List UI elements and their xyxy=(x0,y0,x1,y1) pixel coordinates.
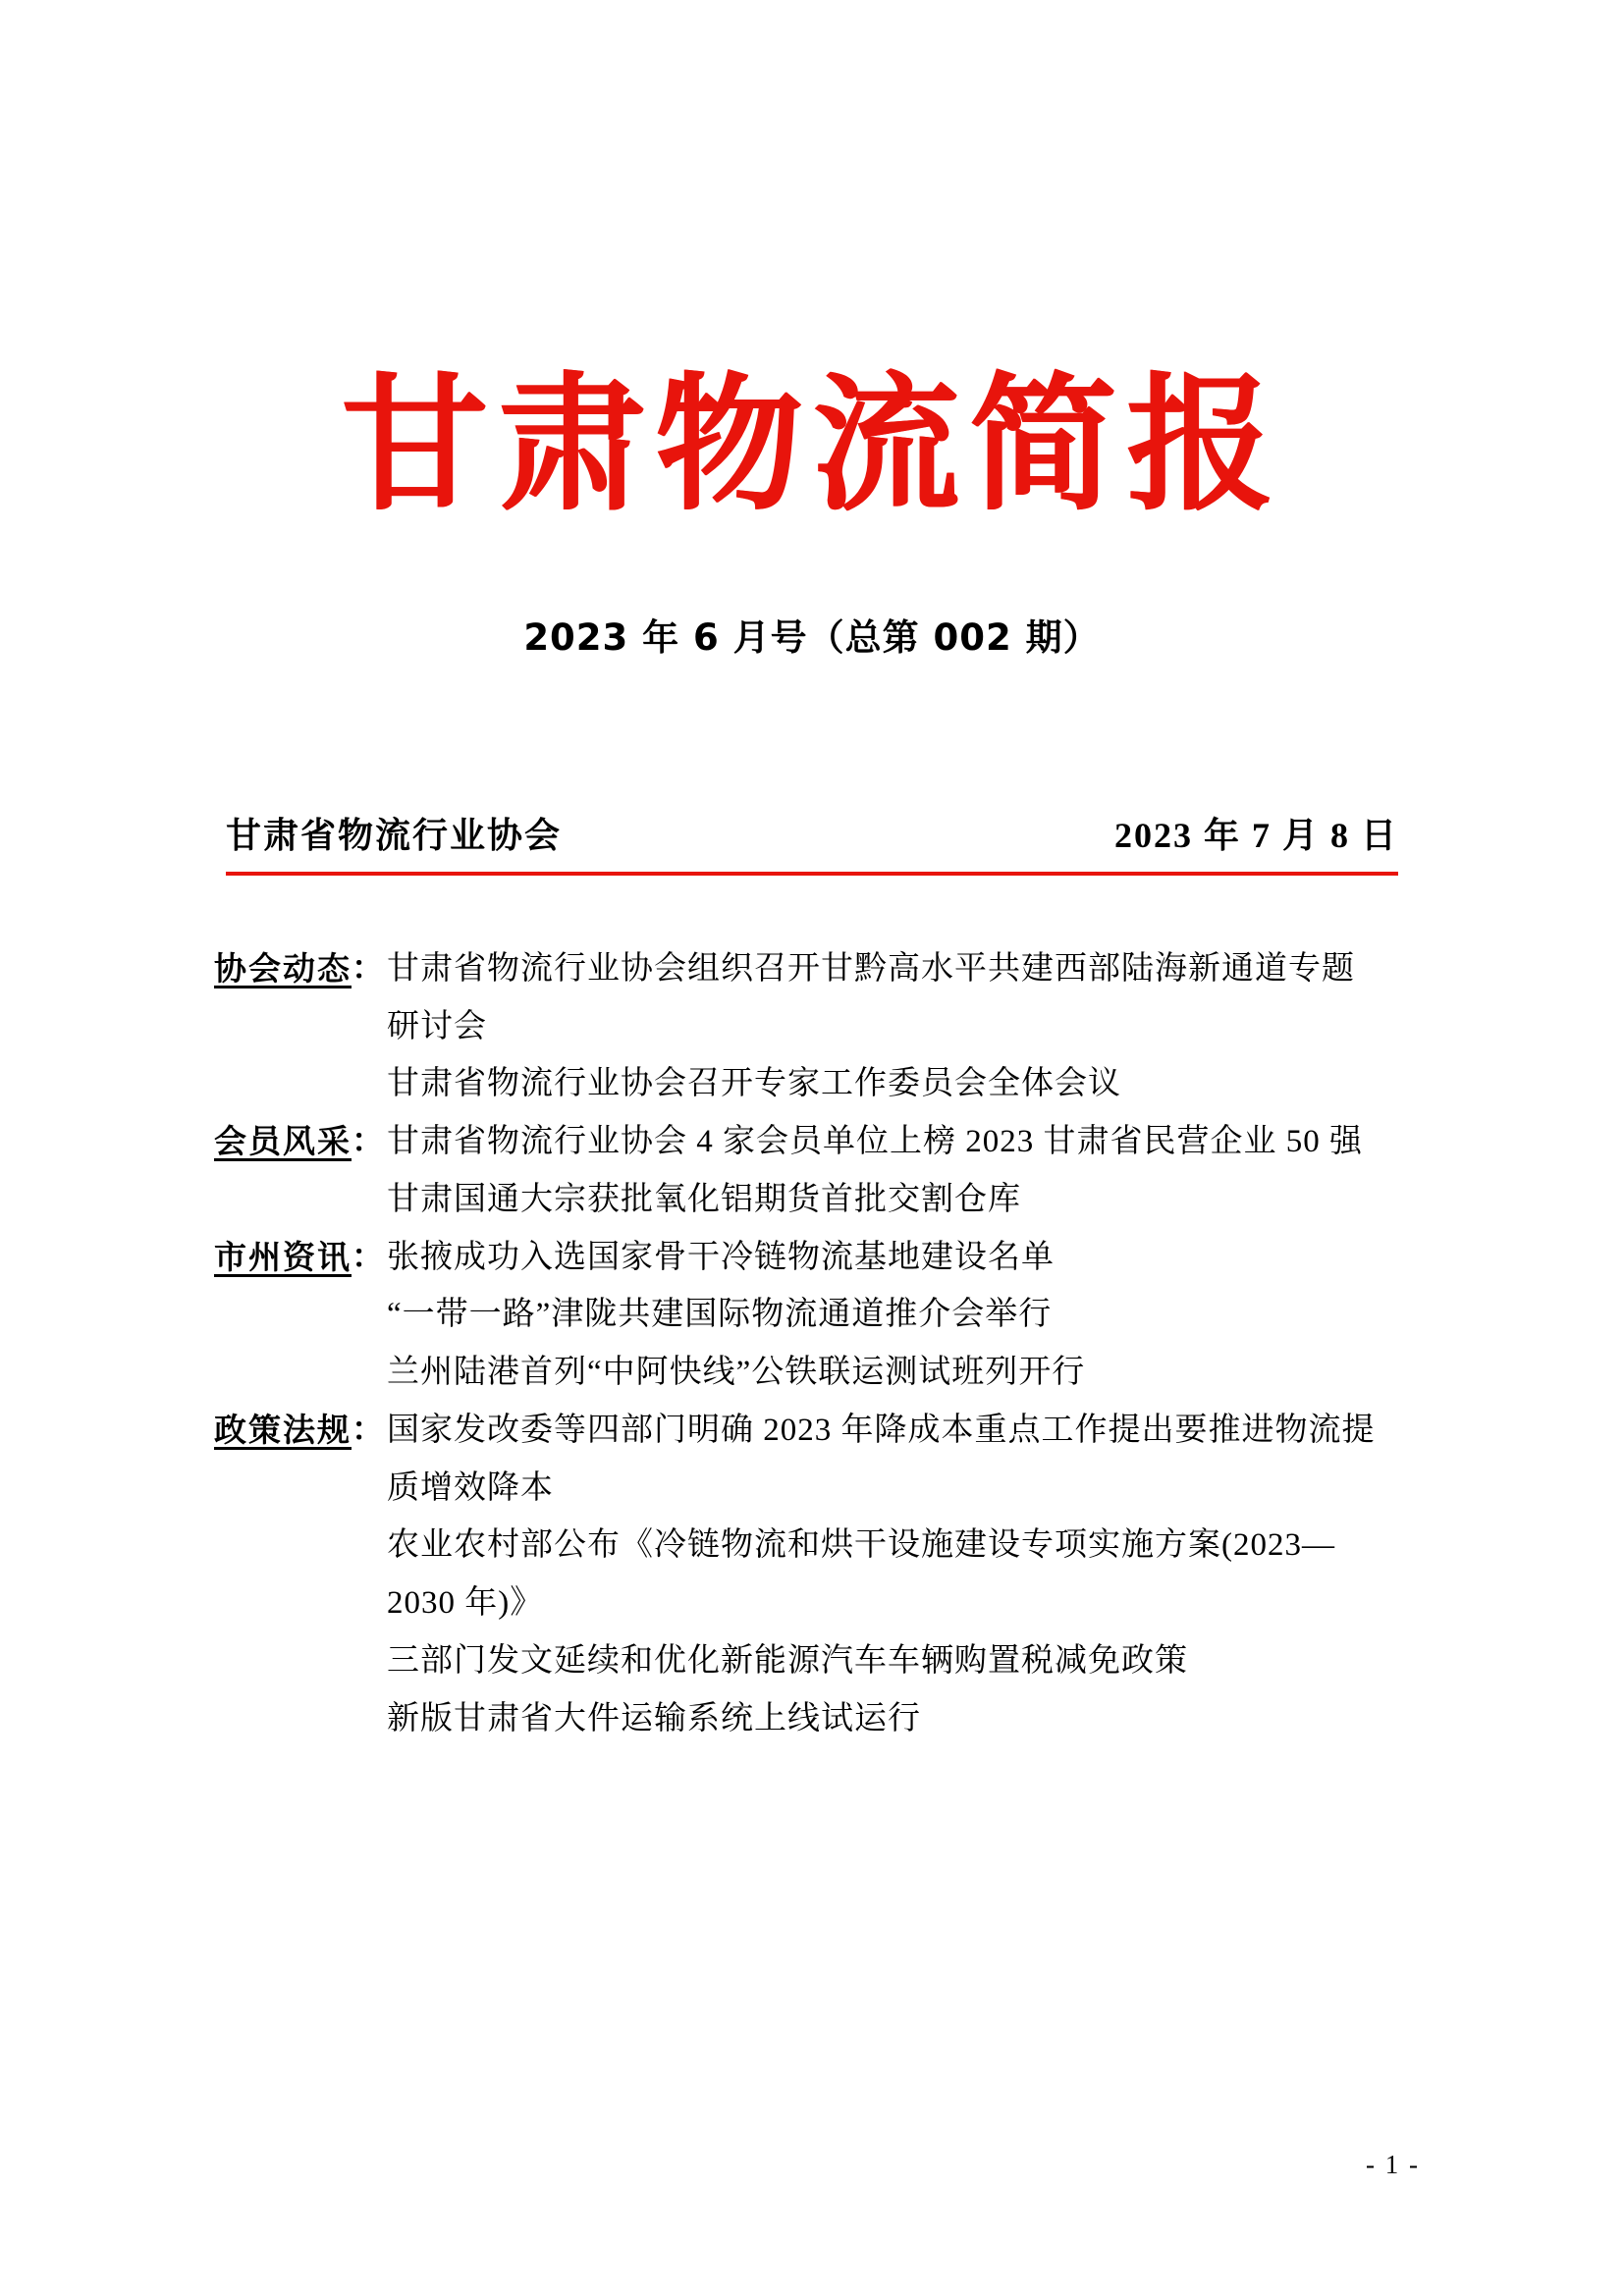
toc-entry-list xyxy=(385,1402,1379,1747)
publication-date: 2023 年 7 月 8 日 xyxy=(1113,816,1398,855)
toc-section-label: 政策法规 xyxy=(214,1410,352,1449)
page-number: - 1 - xyxy=(1366,2150,1420,2179)
list-item: 兰州陆港首列“中阿快线”公铁联运测试班列开行 xyxy=(387,1355,1086,1391)
toc-section-colon: ： xyxy=(352,1124,385,1160)
toc-entry-list xyxy=(385,1229,1379,1402)
list-item: 甘肃省物流行业协会组织召开甘黔高水平共建西部陆海新通道专题研讨会 xyxy=(387,951,1355,1044)
toc-section-label: 市州资讯 xyxy=(214,1237,352,1276)
toc-section-label: 协会动态 xyxy=(214,949,352,988)
toc-section-colon: ： xyxy=(352,1239,385,1275)
header-row xyxy=(226,808,1398,858)
organization-name: 甘肃省物流行业协会 xyxy=(226,815,563,856)
toc-section xyxy=(214,1113,1379,1228)
header-divider xyxy=(226,872,1398,876)
list-item: 张掖成功入选国家骨干冷链物流基地建设名单 xyxy=(387,1239,1055,1275)
list-item: “一带一路”津陇共建国际物流通道推介会举行 xyxy=(387,1297,1053,1333)
toc-section-colon: ： xyxy=(352,951,385,987)
list-item: 甘肃省物流行业协会召开专家工作委员会全体会议 xyxy=(387,1066,1121,1102)
toc-section xyxy=(214,940,1379,1113)
toc-section-colon: ： xyxy=(352,1412,385,1448)
list-item: 国家发改委等四部门明确 2023 年降成本重点工作提出要推进物流提质增效降本 xyxy=(387,1412,1376,1506)
toc-section-label: 会员风采 xyxy=(214,1122,352,1161)
list-item: 农业农村部公布《冷链物流和烘干设施建设专项实施方案(2023—2030 年)》 xyxy=(387,1527,1335,1622)
toc-entry-list xyxy=(385,1113,1379,1228)
table-of-contents xyxy=(214,940,1379,1747)
list-item: 甘肃省物流行业协会 4 家会员单位上榜 2023 甘肃省民营企业 50 强 xyxy=(387,1124,1363,1160)
list-item: 三部门发文延续和优化新能源汽车车辆购置税减免政策 xyxy=(387,1642,1188,1679)
list-item: 甘肃国通大宗获批氧化铝期货首批交割仓库 xyxy=(387,1181,1021,1217)
masthead-title: 甘肃物流简报 xyxy=(340,360,1283,531)
issue-line: 2023 年 6 月号（总第 002 期） xyxy=(523,616,1101,659)
toc-section xyxy=(214,1229,1379,1402)
list-item: 新版甘肃省大件运输系统上线试运行 xyxy=(387,1700,921,1736)
toc-entry-list xyxy=(385,940,1379,1113)
toc-section xyxy=(214,1402,1379,1747)
